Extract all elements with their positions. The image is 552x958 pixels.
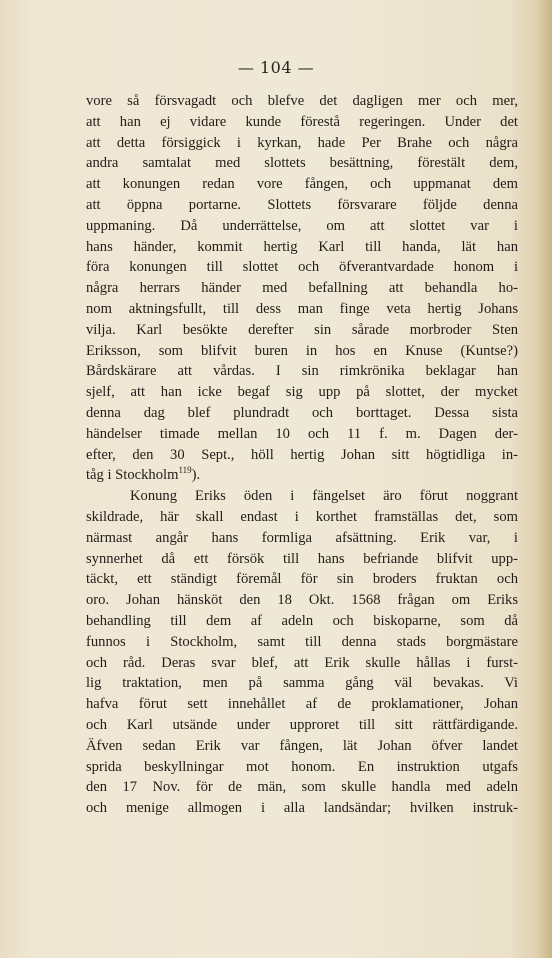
text-line-content: oro. Johan hänsköt den 18 Okt. 1568 frågan om Eriks [86, 592, 518, 609]
text-line [86, 195, 518, 216]
text-line [86, 403, 518, 424]
text-line-content: och Karl utsände under upproret till sitt rättfärdigande. [86, 716, 518, 733]
text-line [86, 91, 518, 112]
text-line-content: denna dag blef plundradt och borttaget. Dessa sista [86, 404, 518, 421]
text-line [86, 653, 518, 674]
text-line [86, 174, 518, 195]
text-line-content: den 17 Nov. för de män, som skulle handla med adeln [86, 779, 518, 796]
text-line-content: synnerhet då ett försök till hans befriande blifvit upp- [86, 550, 518, 567]
text-line-content: skildrade, här skall endast i korthet framställas det, som [86, 508, 518, 525]
page-edge-shadow [538, 0, 552, 958]
text-line [86, 341, 518, 362]
text-line-content: funnos i Stockholm, samt till denna stads borgmästare [86, 633, 518, 650]
text-line [86, 278, 518, 299]
text-line [86, 445, 518, 466]
text-line-content: tåg i Stockholm [86, 467, 179, 484]
text-line [86, 424, 518, 445]
text-line [86, 216, 518, 237]
text-line-content: Bårdskärare att vårdas. I sin rimkrönika beklagar han [86, 363, 518, 380]
text-line [86, 528, 518, 549]
text-line-content: och råd. Deras svar blef, att Erik skulle hållas i furst- [86, 654, 518, 671]
text-line [86, 736, 518, 757]
text-line-suffix: ). [191, 467, 201, 484]
text-line-content: Eriksson, som blifvit buren in hos en Knuse (Kuntse?) [86, 342, 518, 359]
text-line [86, 777, 518, 798]
text-line [86, 257, 518, 278]
text-line [86, 590, 518, 611]
text-line-content: behandling till dem af adeln och biskoparne, som då [86, 612, 518, 629]
text-line-content: händelser timade mellan 10 och 11 f. m. Dagen der- [86, 425, 518, 442]
text-line [86, 112, 518, 133]
text-line-content: hans händer, kommit hertig Karl till handa, lät han [86, 238, 518, 255]
text-line [86, 153, 518, 174]
text-line-content: täckt, ett ständigt föremål för sin broders fruktan och [86, 571, 518, 588]
text-line [86, 549, 518, 570]
text-line [86, 465, 518, 486]
text-line-content: sjelf, att han icke begaf sig upp på slottet, der mycket [86, 384, 518, 401]
text-line-content: nom aktningsfullt, till dess man finge veta hertig Johans [86, 300, 518, 317]
text-line-content: efter, den 30 Sept., höll hertig Johan sitt högtidliga in- [86, 446, 518, 463]
text-line-content: Konung Eriks öden i fängelset äro förut noggrant [130, 488, 518, 505]
text-line [86, 611, 518, 632]
text-line [86, 715, 518, 736]
text-line-content: vilja. Karl besökte derefter sin sårade morbroder Sten [86, 321, 518, 338]
text-line [86, 361, 518, 382]
text-line-content: hafva förut sett innehållet af de proklamationer, Johan [86, 696, 518, 713]
body-text [86, 91, 518, 819]
text-line-content: några herrars händer med befallning att behandla ho- [86, 280, 518, 297]
text-line-content: närmast angår hans formliga afsättning. Erik var, i [86, 529, 518, 546]
page-number: — 104 — [237, 58, 315, 77]
text-line-content: andra samtalat med slottets besättning, förestält dem, [86, 155, 518, 172]
text-line [86, 133, 518, 154]
text-line-content: lig traktation, men på samma gång väl bevakas. Vi [86, 675, 518, 692]
text-line [86, 320, 518, 341]
text-line [86, 757, 518, 778]
text-line-content: sprida beskyllningar mot honom. En instruktion utgafs [86, 758, 518, 775]
text-line-content: och menige allmogen i alla landsändar; hvilken instruk- [86, 800, 518, 817]
text-line [86, 507, 518, 528]
text-line [86, 237, 518, 258]
text-line [86, 299, 518, 320]
text-line [86, 486, 518, 507]
text-line [86, 694, 518, 715]
text-line [86, 569, 518, 590]
text-line-content: föra konungen till slottet och öfverantvardade honom i [86, 259, 518, 276]
text-line [86, 798, 518, 819]
text-line-content: vore så försvagadt och blefve det dagligen mer och mer, [86, 93, 518, 109]
footnote-ref: 119 [178, 465, 192, 476]
text-line-content: att detta försiggick i kyrkan, hade Per Brahe och några [86, 134, 518, 151]
text-line-content: uppmaning. Då underrättelse, om att slottet var i [86, 217, 518, 234]
text-line [86, 382, 518, 403]
text-line-content: att han ej vidare kunde förestå regeringen. Under det [86, 113, 518, 130]
text-line-content: att konungen redan vore fången, och uppmanat dem [86, 176, 518, 193]
text-line-content: att öppna portarne. Slottets försvarare följde denna [86, 196, 518, 213]
text-line [86, 632, 518, 653]
text-line-content: Äfven sedan Erik var fången, lät Johan öfver landet [86, 737, 518, 754]
text-line [86, 673, 518, 694]
